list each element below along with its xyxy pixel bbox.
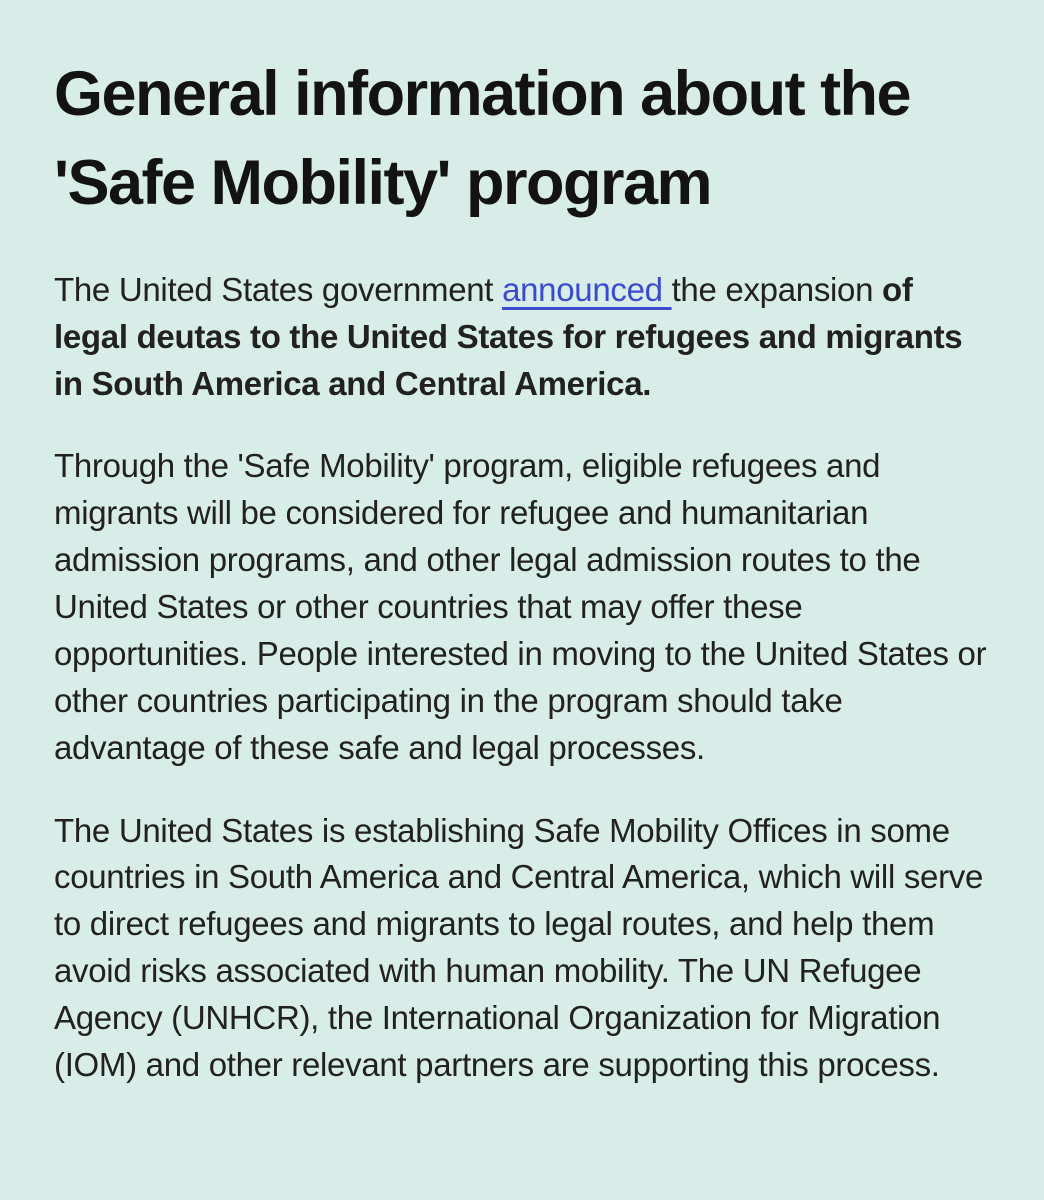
- announced-link[interactable]: announced: [502, 270, 672, 308]
- page-title: General information about the 'Safe Mobility' program: [54, 59, 911, 219]
- intro-text-bold: of legal deutas to the United States for refugees and migrants in South America and Central America.: [54, 270, 963, 402]
- intro-text-before-link: The United States government: [54, 270, 503, 308]
- intro-paragraph: [54, 267, 990, 408]
- offices-description-paragraph: The United States is establishing Safe Mobility Offices in some countries in South America and Central America, which will serve to direct refugees and migrants to legal routes, and help them avoid risks associated with human mobility. The UN Refugee Agency (UNHCR), the International Organization for Migration (IOM) and other relevant partners are supporting this process.: [54, 811, 984, 1083]
- intro-text-after-link: the expansion: [671, 270, 883, 308]
- program-description-paragraph: Through the 'Safe Mobility' program, eligible refugees and migrants will be considered for refugee and humanitarian admission programs, and other legal admission routes to the United States or other countries that may offer these opportunities. People interested in moving to the United States or other countries participating in the program should take advantage of these safe and legal processes.: [54, 447, 987, 766]
